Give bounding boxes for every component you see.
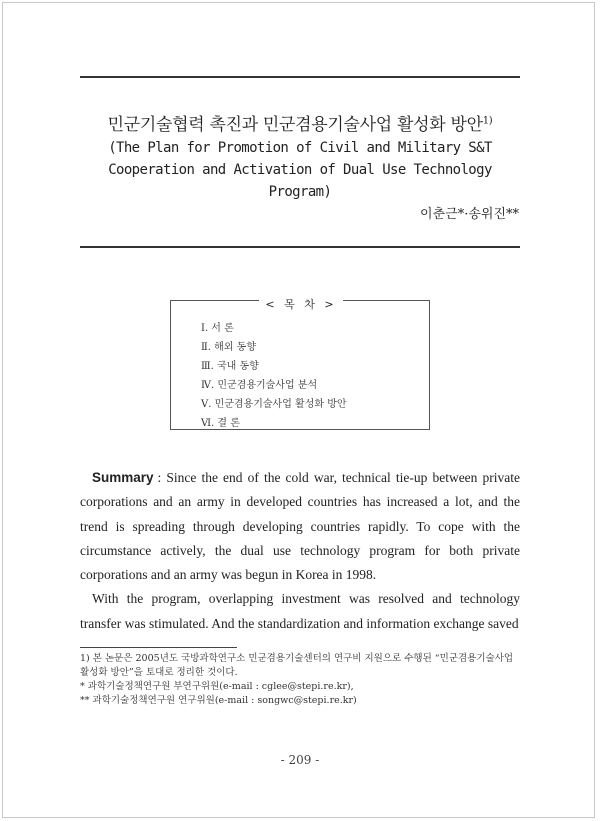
summary-text-1: Since the end of the cold war, technical tie-up between private corporations and an army in developed countries has increased a lot, and the trend is spreading through developing countries rapidly. To cope with the circumstance actively, the dual use technology program for both private corporations and an army was begun in Korea in 1998. bbox=[80, 470, 520, 583]
summary-paragraph-1 bbox=[80, 466, 520, 587]
summary-separator: : bbox=[157, 470, 162, 485]
english-title-line-2: Cooperation and Activation of Dual Use Technology Program) bbox=[108, 162, 492, 200]
summary-section bbox=[80, 466, 520, 636]
page-number: - 209 - bbox=[280, 753, 320, 767]
summary-paragraph-2: With the program, overlapping investment was resolved and technology transfer was stimulated. And the standardization and information exchange saved bbox=[80, 591, 520, 631]
table-of-contents bbox=[170, 300, 430, 430]
toc-item: Ⅵ. 결 론 bbox=[201, 418, 240, 429]
toc-heading-wrap bbox=[171, 293, 431, 312]
toc-item: Ⅲ. 국내 동향 bbox=[201, 361, 259, 372]
footnotes bbox=[80, 652, 520, 708]
footnote-author-2: ** 과학기술정책연구원 연구위원(e-mail : songwc@stepi.re.kr) bbox=[80, 695, 357, 706]
toc-item: Ⅰ. 서 론 bbox=[201, 323, 234, 334]
toc-item: Ⅳ. 민군겸용기술사업 분석 bbox=[201, 380, 318, 391]
korean-title bbox=[80, 110, 520, 135]
korean-title-text: 민군기술협력 촉진과 민군겸용기술사업 활성화 방안 bbox=[107, 115, 483, 135]
footnote-1: 1) 본 논문은 2005년도 국방과학연구소 민군겸용기술센터의 연구비 지원으로 수행된 “민군겸용기술사업 활성화 방안”을 토대로 정리한 것이다. bbox=[80, 653, 514, 678]
summary-label: Summary bbox=[92, 470, 154, 485]
top-rule bbox=[80, 76, 520, 78]
toc-heading: < 목 차 > bbox=[259, 298, 342, 311]
title-footnote-mark: 1) bbox=[482, 115, 493, 127]
english-title-line-1: (The Plan for Promotion of Civil and Military S&T bbox=[108, 140, 492, 156]
english-title bbox=[80, 137, 520, 203]
footnote-author-1: * 과학기술정책연구원 부연구위원(e-mail : cglee@stepi.re.kr), bbox=[80, 681, 354, 692]
toc-item: Ⅱ. 해외 동향 bbox=[201, 342, 256, 353]
toc-item: Ⅴ. 민군겸용기술사업 활성화 방안 bbox=[201, 399, 347, 410]
bottom-rule bbox=[80, 246, 520, 248]
authors: 이춘근*·송위진** bbox=[420, 207, 519, 222]
footnote-rule bbox=[80, 647, 237, 648]
toc-list bbox=[201, 319, 347, 433]
